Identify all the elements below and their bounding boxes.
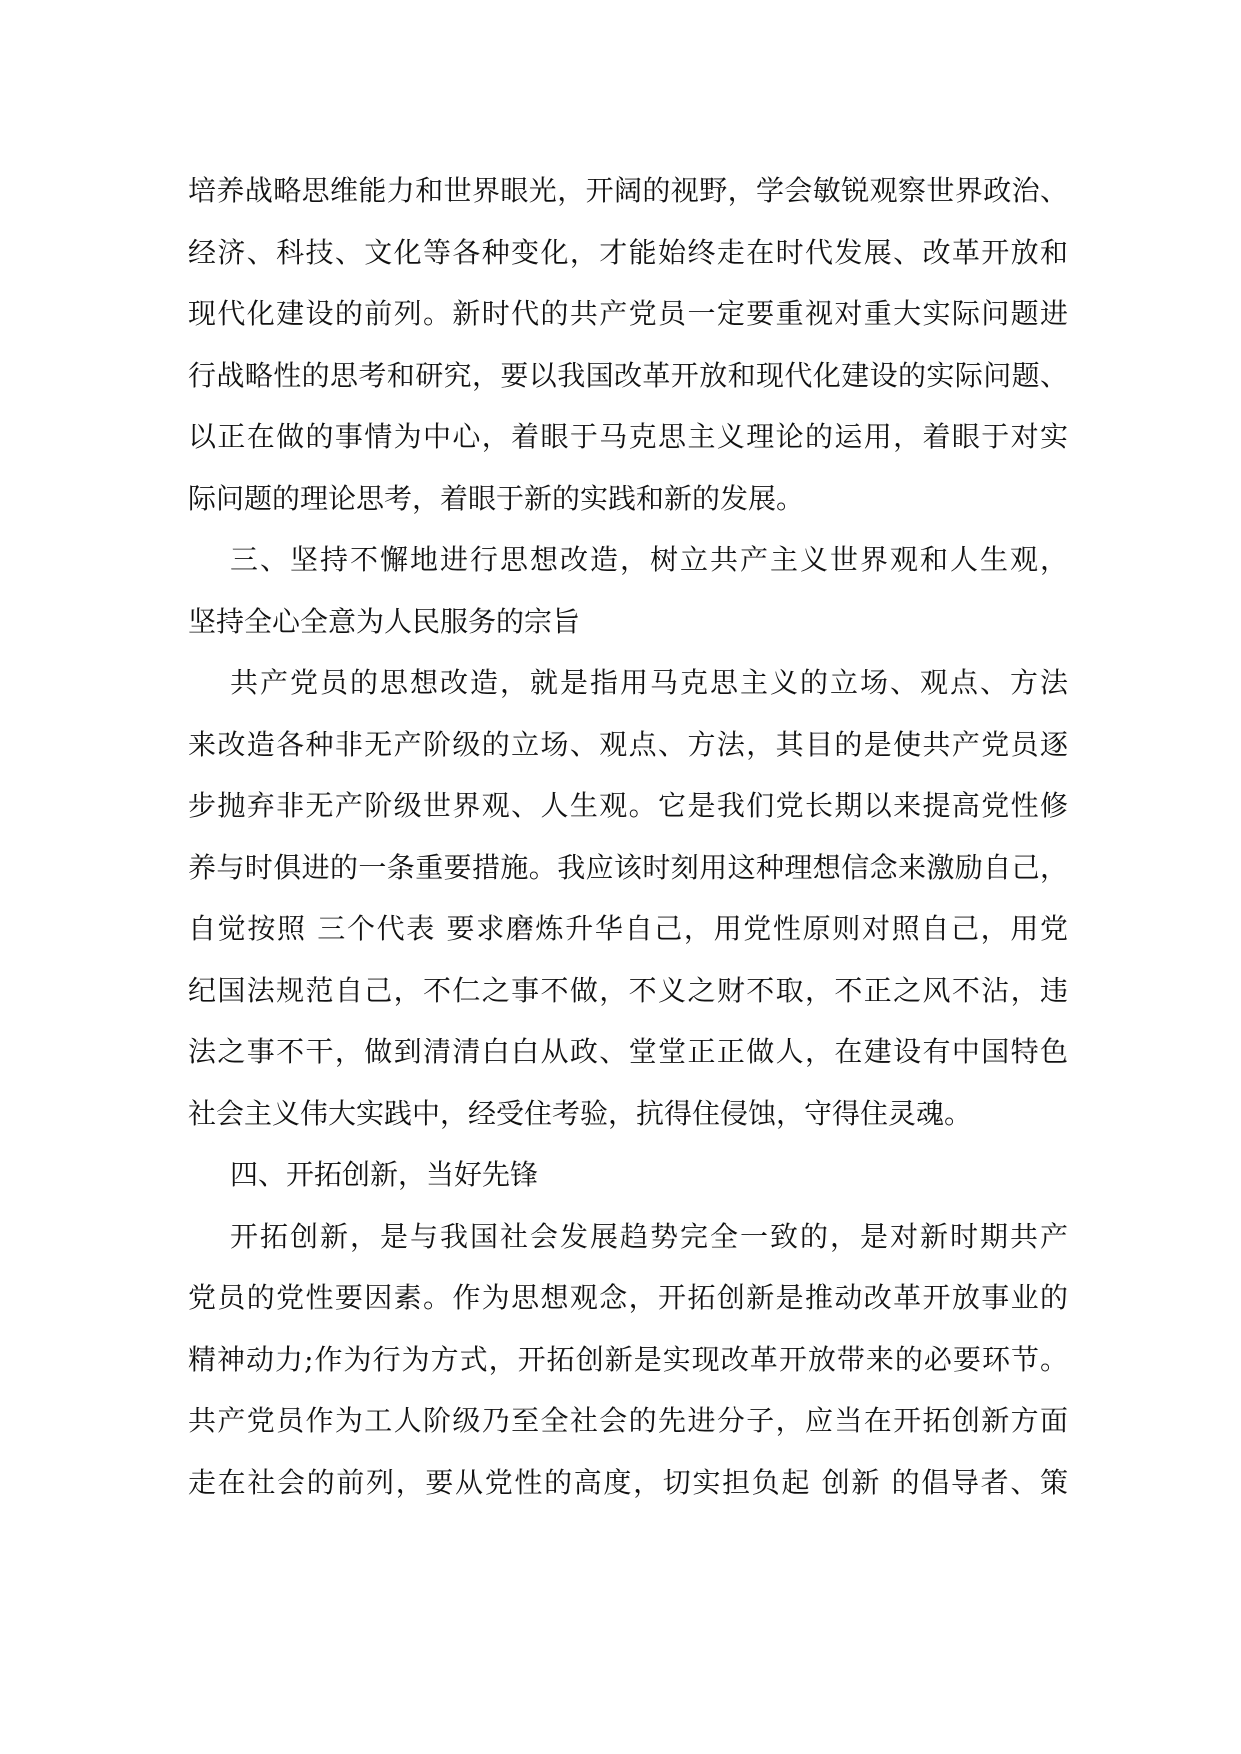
text-line: 纪国法规范自己，不仁之事不做，不义之财不取，不正之风不沾，违: [188, 973, 1068, 1007]
text-line: 党员的党性要因素。作为思想观念，开拓创新是推动改革开放事业的: [188, 1281, 1068, 1314]
text-line: 际问题的理论思考，着眼于新的实践和新的发展。: [188, 481, 805, 515]
text-line: 步抛弃非无产阶级世界观、人生观。它是我们党长期以来提高党性修: [188, 789, 1068, 822]
text-line: 培养战略思维能力和世界眼光，开阔的视野，学会敏锐观察世界政治、: [188, 174, 1068, 207]
text-line: 法之事不干，做到清清白白从政、堂堂正正做人，在建设有中国特色: [188, 1035, 1068, 1068]
text-line: 四、开拓创新，当好先锋: [230, 1158, 539, 1191]
text-line: 自觉按照 三个代表 要求磨炼升华自己，用党性原则对照自己，用党: [188, 912, 1068, 945]
text-line: 共产党员作为工人阶级乃至全社会的先进分子，应当在开拓创新方面: [188, 1404, 1068, 1437]
text-line: 来改造各种非无产阶级的立场、观点、方法，其目的是使共产党员逐: [188, 727, 1068, 761]
text-line: 现代化建设的前列。新时代的共产党员一定要重视对重大实际问题进: [188, 297, 1068, 330]
text-line: 三、坚持不懈地进行思想改造，树立共产主义世界观和人生观，: [230, 543, 1068, 576]
document-body: [188, 160, 1068, 1513]
text-line: 走在社会的前列，要从党性的高度，切实担负起 创新 的倡导者、策: [188, 1465, 1068, 1499]
text-line: 社会主义伟大实践中，经受住考验，抗得住侵蚀，守得住灵魂。: [188, 1096, 973, 1130]
text-line: 坚持全心全意为人民服务的宗旨: [188, 604, 581, 638]
text-line: 经济、科技、文化等各种变化，才能始终走在时代发展、改革开放和: [188, 235, 1068, 269]
text-line: 行战略性的思考和研究，要以我国改革开放和现代化建设的实际问题、: [188, 358, 1068, 392]
text-line: 以正在做的事情为中心，着眼于马克思主义理论的运用，着眼于对实: [188, 420, 1068, 453]
text-line: 共产党员的思想改造，就是指用马克思主义的立场、观点、方法: [230, 666, 1068, 699]
text-line: 开拓创新，是与我国社会发展趋势完全一致的，是对新时期共产: [230, 1219, 1068, 1253]
text-line: 养与时俱进的一条重要措施。我应该时刻用这种理想信念来激励自己，: [188, 850, 1068, 884]
text-line: 精神动力;作为行为方式，开拓创新是实现改革开放带来的必要环节。: [188, 1342, 1068, 1376]
